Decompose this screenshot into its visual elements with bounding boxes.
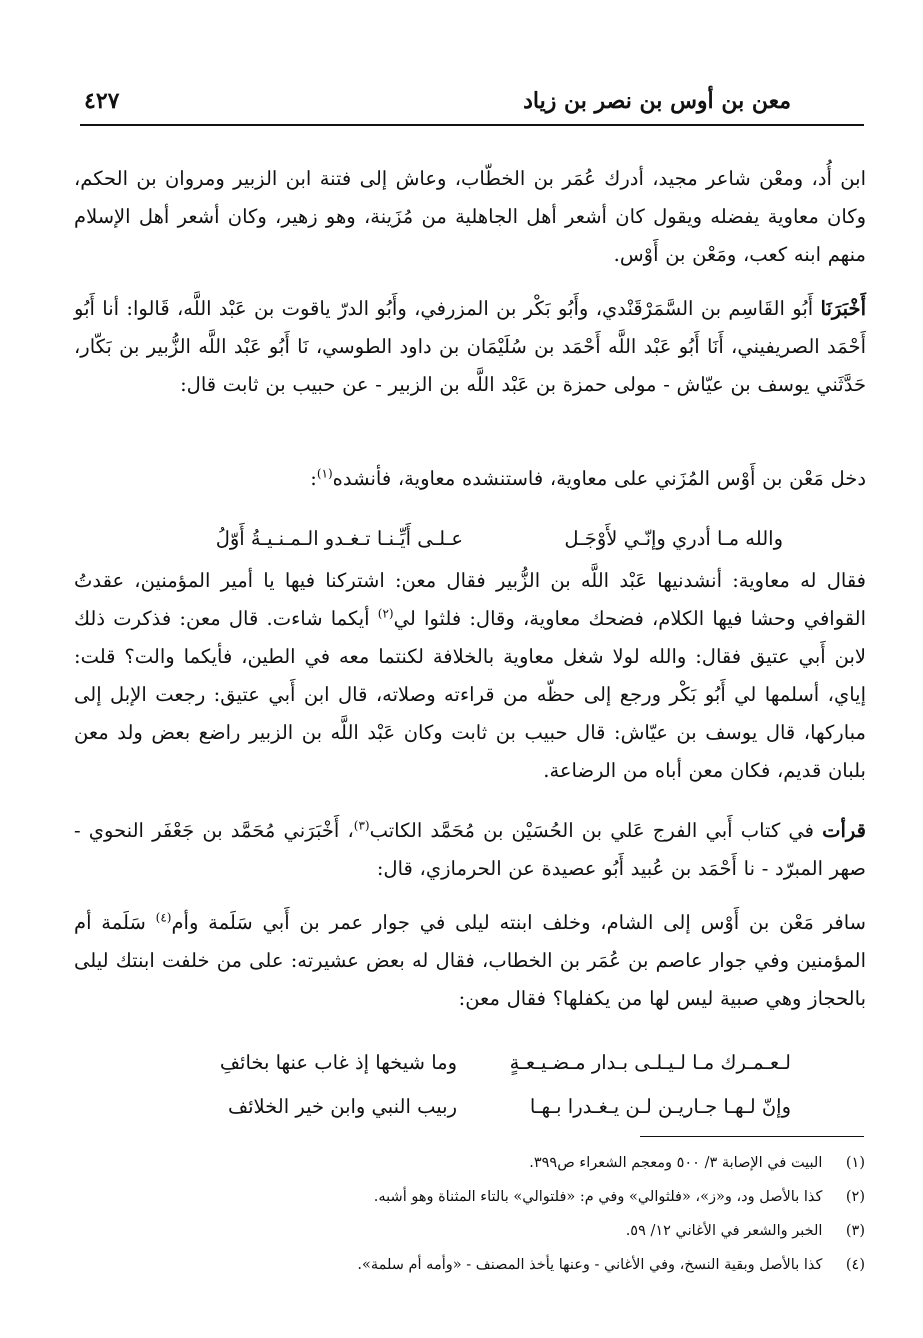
page-number: ٤٢٧ xyxy=(84,88,120,114)
paragraph-3-text: دخل مَعْن بن أَوْس المُزَني على معاوية، فاستنشده معاوية، فأنشده xyxy=(332,467,866,490)
footnote-rule xyxy=(640,1136,864,1137)
footnote-1-text: البيت في الإصابة ٣/ ٥٠٠ ومعجم الشعراء ص٣٩٩. xyxy=(529,1155,823,1171)
verse-1-first-hemistich: والله مـا أدري وإنّـي لأَوْجَـل xyxy=(564,527,783,550)
footnote-4-number: (٤) xyxy=(845,1257,865,1273)
footnote-4-text: كذا بالأصل وبقية النسخ، وفي الأغاني - وعنها يأخذ المصنف - «وأمه أم سلمة». xyxy=(357,1257,823,1273)
footnote-2-text: كذا بالأصل ود، و«ز»، «فلثوالي» وفي م: «فلتوالي» بالتاء المثناة وهو أشبه. xyxy=(373,1189,823,1205)
paragraph-5-end: ، أَخْبَرَني مُحَمَّد بن جَعْفَر النحوي - صهر المبرّد - نا أَحْمَد بن عُبيد أَبُو عصيدة عن الحرمازي، قال: xyxy=(74,819,866,880)
paragraph-4-end: أيكما شاءت. قال معن: فذكرت ذلك لابن أَبي عتيق فقال: والله لولا شغل معاوية بالخلافة لكنتما معه في الطين، فأيكما والت؟ قلت: إياي، أسلمها لي أَبُو بَكْر ورجع إلى حظّه من قراءته وصلاته، قال ابن أَبي عتيق: رجعت الإبل إلى مباركها، قال يوسف بن عيّاش: قال حبيب بن ثابت وكان عَبْد اللَّه بن الزبير راضع بعض ولد معن بلبان قديم، فكان معن أباه من الرضاعة. xyxy=(74,607,866,782)
paragraph-5 xyxy=(74,812,866,888)
verse-2-second-hemistich: وما شيخها إذ غاب عنها بخائفِ xyxy=(219,1051,457,1074)
footnote-3-number: (٣) xyxy=(845,1223,865,1239)
footnote-ref-3: (٣) xyxy=(353,818,370,833)
running-title: معن بن أوس بن نصر بن زياد xyxy=(523,88,791,114)
footnote-ref-1: (١) xyxy=(316,466,333,481)
paragraph-1-text: ابن أُد، ومعْن شاعر مجيد، أدرك عُمَر بن الخطّاب، وعاش إلى فتنة ابن الزبير ومروان بن الحكم، وكان معاوية يفضله ويقول كان أشعر أهل الجاهلية من مُزَينة، وهو زهير، وكان أشعر أهل الإسلام منهم ابنه كعب، ومَعْن بن أَوْس. xyxy=(74,167,866,266)
footnote-1 xyxy=(529,1152,865,1174)
paragraph-2 xyxy=(74,290,866,404)
verse-1-second-hemistich: عـلـى أَيِّـنـا تـغـدو الـمـنـيـةُ أَوّلُ xyxy=(215,527,463,550)
footnote-ref-2: (٢) xyxy=(377,606,394,621)
footnote-2 xyxy=(374,1186,865,1208)
footnote-2-number: (٢) xyxy=(845,1189,865,1205)
paragraph-2-text: أَبُو القَاسِم بن السَّمَرْقَنْدي، وأَبُو بَكْر بن المزرفي، وأَبُو الدرّ ياقوت بن عَبْد اللَّه، قَالوا: أنا أَبُو أَحْمَد الصريفيني، أَنَا أَبُو عَبْد اللَّه أَحْمَد بن سُلَيْمَان بن داود الطوسي، نَا أَبُو عَبْد اللَّه الزُّبير بن بَكّار، حَدَّثَني يوسف بن عيّاش - مولى حمزة بن عَبْد اللَّه بن الزبير - عن حبيب بن ثابت قال: xyxy=(74,297,866,396)
footnote-3 xyxy=(626,1220,865,1242)
header-rule xyxy=(80,124,864,126)
verse-3-second-hemistich: ربيب النبي وابن خير الخلائف xyxy=(227,1095,457,1118)
footnote-3-text: الخبر والشعر في الأغاني ١٢/ ٥٩. xyxy=(625,1223,823,1239)
paragraph-2-lead: أَخْبَرَنَا xyxy=(820,297,866,320)
footnote-1-number: (١) xyxy=(845,1155,865,1171)
paragraph-6 xyxy=(74,904,866,1018)
paragraph-1 xyxy=(74,160,866,274)
verse-2-first-hemistich: لـعـمـرك مـا لـيـلـى بـدار مـضـيـعـةٍ xyxy=(509,1051,791,1074)
paragraph-5-lead: قرأت xyxy=(822,819,866,842)
paragraph-5-text: في كتاب أَبي الفرج عَلي بن الحُسَيْن بن مُحَمَّد الكاتب xyxy=(369,819,823,842)
paragraph-3-end: : xyxy=(310,467,317,490)
paragraph-6-end: سَلَمة أم المؤمنين وفي جوار عاصم بن عُمَر بن الخطاب، فقال له بعض عشيرته: على من خلفت ابنتك ليلى بالحجاز وهي صبية ليس لها من يكفلها؟ فقال معن: xyxy=(74,911,866,1010)
paragraph-3 xyxy=(74,460,866,498)
paragraph-6-text: سافر مَعْن بن أَوْس إلى الشام، وخلف ابنته ليلى في جوار عمر بن أَبي سَلَمة وأم xyxy=(171,911,866,934)
footnote-4 xyxy=(357,1254,865,1276)
verse-3-first-hemistich: وإنّ لـهـا جـاريـن لـن يـغـدرا بـهـا xyxy=(529,1095,791,1118)
paragraph-4-text: فقال له معاوية: أنشدنيها عَبْد اللَّه بن الزُّبير فقال معن: اشتركنا فيها يا أمير المؤمنين، عقدتُ القوافي وحشا فيها الكلام، فضحك معاوية، وقال: فلثوا لي xyxy=(74,569,866,630)
paragraph-4 xyxy=(74,562,866,790)
footnote-ref-4: (٤) xyxy=(155,910,172,925)
